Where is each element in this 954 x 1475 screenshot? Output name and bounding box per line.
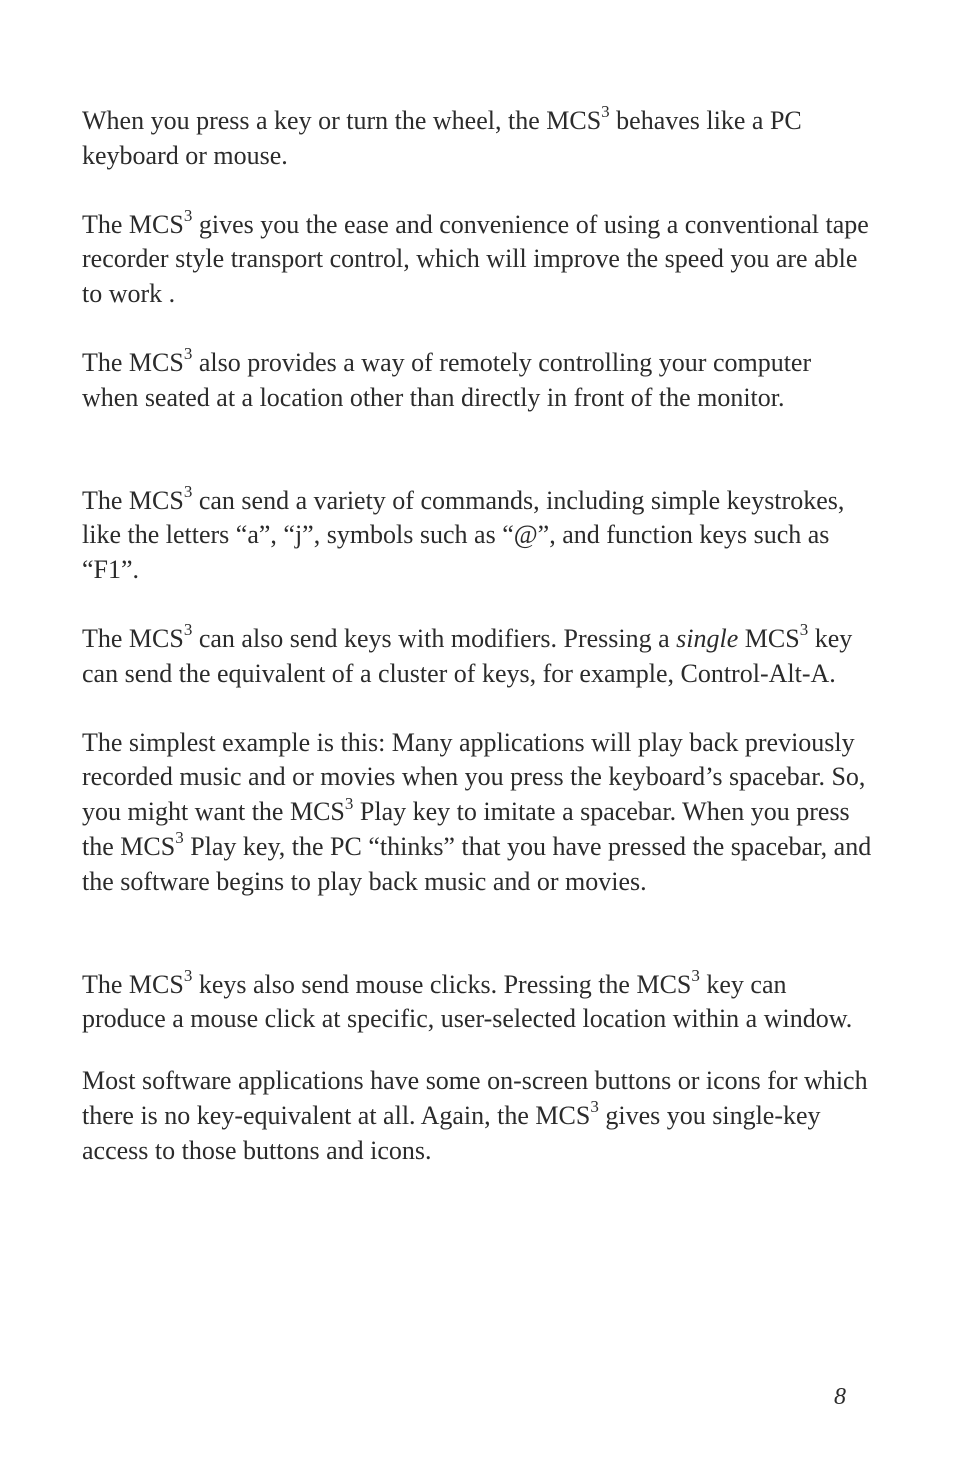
text: also provides a way of remotely controlling your computer when seated at a location other than directly in front of the monitor. [82,347,812,412]
superscript: 3 [344,793,354,813]
text: behaves like a PC keyboard or mouse. [82,106,802,170]
superscript: 3 [691,965,700,985]
text: keys also send mouse clicks. Pressing the MCS [192,969,692,999]
superscript: 3 [175,828,184,848]
text: Most software applications have some on-screen buttons or icons for which there is no key-equivalent at all. Again, the MCS [82,1066,868,1130]
emphasis: single [676,623,739,653]
superscript: 3 [183,205,193,225]
text: The MCS [82,969,184,999]
text: The MCS [82,623,184,653]
text: The simplest example is this: Many applications will play back previously recorded music and or movies when you press the keyboard’s spacebar. So, you might want the MCS [82,727,866,827]
text: When you press a key or turn the wheel, the MCS [82,106,602,135]
superscript: 3 [183,344,193,364]
text: MCS [738,623,800,653]
paragraph-commands [82,481,872,588]
superscript: 3 [799,620,809,640]
superscript: 3 [590,1097,599,1117]
superscript: 3 [183,481,193,501]
superscript: 3 [183,620,193,640]
text: gives you the ease and convenience of using a conventional tape recorder style transport control, which will improve the speed you are able to work . [82,209,869,309]
paragraph-single-key-access [82,1064,872,1168]
text: can send a variety of commands, including simple keystrokes, like the letters “a”, “j”, symbols such as “@”, and function keys such as “F1”. [82,485,845,585]
paragraph-spacebar-example [82,726,872,900]
paragraph-transport-control [82,205,872,312]
text: Play key, the PC “thinks” that you have pressed the spacebar, and the software begins to play back music and or movies. [82,831,872,896]
document-body [82,104,872,1169]
superscript: 3 [601,102,610,122]
paragraph-keyboard-mouse [82,104,872,174]
text: can also send keys with modifiers. Pressing a [192,623,677,653]
text: key can produce a mouse click at specific, user-selected location within a window. [82,969,853,1034]
text: The MCS [82,485,184,515]
paragraph-mouse-clicks [82,965,872,1038]
text: gives you single-key access to those buttons and icons. [82,1100,821,1165]
paragraph-modifiers [82,622,872,692]
superscript: 3 [183,965,193,985]
text: The MCS [82,209,184,239]
text: key can send the equivalent of a cluster of keys, for example, Control-Alt-A. [82,623,853,688]
page-number: 8 [834,1384,846,1410]
text: Play key to imitate a spacebar. When you press the MCS [82,797,850,861]
paragraph-remote-control [82,346,872,416]
text: The MCS [82,347,184,377]
